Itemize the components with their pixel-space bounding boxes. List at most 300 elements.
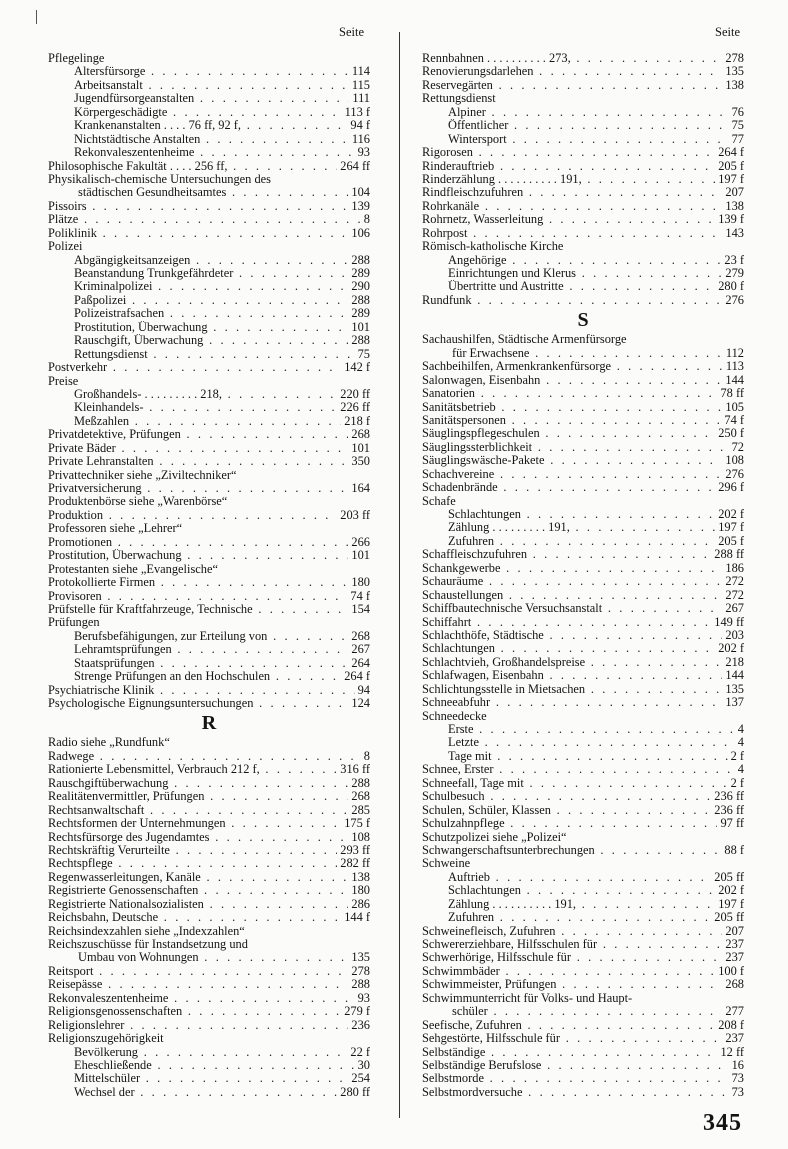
- index-entry-page: 197 f: [715, 898, 744, 911]
- index-entry: [422, 602, 744, 615]
- index-entry-label: Religionsgenossenschaften . . .: [48, 1005, 370, 1018]
- index-entry: [422, 401, 744, 414]
- index-entry-page: 88 f: [721, 844, 744, 857]
- index-entry: [422, 213, 744, 226]
- index-entry: [422, 92, 744, 105]
- index-entry: [422, 427, 744, 440]
- index-entry-label: Physikalisch-chemische Untersuchungen des: [48, 172, 271, 186]
- index-entry: [48, 375, 370, 388]
- index-entry-label: Altersfürsorge . . .: [74, 65, 370, 78]
- index-entry: [422, 481, 744, 494]
- index-entry-page: 101: [348, 321, 370, 334]
- index-entry: [48, 1019, 370, 1032]
- index-entry-label: Meßzahlen . . .: [74, 415, 370, 428]
- index-entry: [422, 710, 744, 723]
- index-entry-page: 207: [722, 186, 744, 199]
- index-entry-label: Private Bäder . . .: [48, 442, 370, 455]
- index-entry: [48, 280, 370, 293]
- index-entry-page: 144 f: [341, 911, 370, 924]
- index-entry-page: 350: [348, 455, 370, 468]
- index-entry: [422, 240, 744, 253]
- index-entry-page: 205 f: [715, 535, 744, 548]
- index-entry: [422, 1086, 744, 1099]
- index-entry-page: 94: [355, 684, 370, 697]
- index-entry-page: 135: [722, 683, 744, 696]
- seite-header-left: Seite: [339, 25, 364, 39]
- index-entry-page: 75: [355, 348, 370, 361]
- index-entry: [48, 763, 370, 776]
- index-entry-label: Reservegärten . . .: [422, 79, 744, 92]
- index-entry-page: 280 f: [715, 280, 744, 293]
- index-entry-label: Schwimmeister, Prüfungen . . .: [422, 978, 744, 991]
- index-entry: [422, 454, 744, 467]
- index-entry-label: Schlachthöfe, Städtische . . .: [422, 629, 744, 642]
- index-entry: [422, 857, 744, 870]
- index-entry-label: Schweinefleisch, Zufuhren . . .: [422, 925, 744, 938]
- index-entry-label: für Erwachsene . . .: [452, 347, 744, 360]
- index-entry-label: Angehörige . . .: [448, 254, 744, 267]
- index-entry: [48, 978, 370, 991]
- index-entry: [48, 495, 370, 508]
- index-entry: [48, 173, 370, 186]
- index-entry-page: 116: [349, 133, 370, 146]
- index-entry-label: Bevölkerung . . .: [74, 1046, 370, 1059]
- index-entry: [422, 495, 744, 508]
- index-entry-page: 124: [348, 697, 370, 710]
- index-entry: [48, 522, 370, 535]
- index-entry-label: Rohrnetz, Wasserleitung . . .: [422, 213, 744, 226]
- index-entry: [422, 133, 744, 146]
- index-entry-page: 4: [735, 763, 744, 776]
- index-entry: [422, 696, 744, 709]
- index-entry-label: Schulbesuch . . .: [422, 790, 744, 803]
- index-entry-label: Zählung . . . . . . . . . 191, . . .: [448, 521, 744, 534]
- index-entry: [422, 884, 744, 897]
- index-entry: [48, 92, 370, 105]
- index-entry-label: Körpergeschädigte . . .: [74, 106, 370, 119]
- index-entry-label: Rettungsdienst . . .: [74, 348, 370, 361]
- index-entry-page: 290: [348, 280, 370, 293]
- index-entry: [48, 388, 370, 401]
- index-entry: [422, 1046, 744, 1059]
- index-entry-label: Rechtsanwaltschaft . . .: [48, 804, 370, 817]
- index-entry: [422, 1059, 744, 1072]
- index-entry: [422, 817, 744, 830]
- index-entry: [422, 777, 744, 790]
- index-entry: [48, 616, 370, 629]
- index-entry: [48, 817, 370, 830]
- index-entry-label: Selbstmordversuche . . .: [422, 1086, 744, 1099]
- index-entry-label: Realitätenvermittler, Prüfungen . . .: [48, 790, 370, 803]
- index-entry-page: 236 ff: [711, 790, 744, 803]
- index-entry: [422, 106, 744, 119]
- index-entry-label: Tage mit . . .: [448, 750, 744, 763]
- index-entry: [48, 1059, 370, 1072]
- index-entry-page: 288: [348, 254, 370, 267]
- column-divider: [399, 32, 400, 1118]
- index-entry: [48, 670, 370, 683]
- index-entry-page: 108: [348, 831, 370, 844]
- index-entry: [48, 509, 370, 522]
- index-entry-page: 138: [722, 200, 744, 213]
- index-entry-label: Schwererziehbare, Hilfsschulen für . . .: [422, 938, 744, 951]
- index-entry: [48, 576, 370, 589]
- index-entry: [48, 321, 370, 334]
- index-entry-label: Rauschgiftüberwachung . . .: [48, 777, 370, 790]
- index-entry-page: 296 f: [715, 481, 744, 494]
- index-entry-label: Schauräume . . .: [422, 575, 744, 588]
- index-entry-page: 94 f: [347, 119, 370, 132]
- index-entry-label: Prostitution, Überwachung . . .: [48, 549, 370, 562]
- index-entry-page: 73: [729, 1086, 744, 1099]
- index-entry-page: 203 ff: [337, 509, 370, 522]
- index-entry: [48, 804, 370, 817]
- index-entry-page: 2 f: [728, 750, 744, 763]
- index-entry-label: Produktion . . .: [48, 509, 370, 522]
- index-entry-page: 74 f: [721, 414, 744, 427]
- index-entry: [48, 684, 370, 697]
- index-entry: [48, 213, 370, 226]
- section-heading: R: [201, 712, 217, 735]
- index-entry-label: Privatversicherung . . .: [48, 482, 370, 495]
- index-entry-label: Erste . . .: [448, 723, 744, 736]
- index-entry: [48, 79, 370, 92]
- index-entry-label: Reichsindexzahlen siehe „Indexzahlen“: [48, 924, 245, 938]
- index-entry-label: Schwangerschaftsunterbrechungen . . .: [422, 844, 744, 857]
- index-entry: [48, 1032, 370, 1045]
- index-entry-label: Rohrkanäle . . .: [422, 200, 744, 213]
- index-entry-label: Sachbeihilfen, Armenkrankenfürsorge . . .: [422, 360, 744, 373]
- index-entry-label: Eheschließende . . .: [74, 1059, 370, 1072]
- page-number: 345: [703, 1110, 742, 1136]
- index-entry: [422, 414, 744, 427]
- index-entry-page: 264: [348, 657, 370, 670]
- index-entry: [422, 763, 744, 776]
- index-entry-label: Polizeistrafsachen . . .: [74, 307, 370, 320]
- seite-header-right: Seite: [715, 25, 740, 39]
- index-entry: [48, 697, 370, 710]
- index-entry-label: Schaustellungen . . .: [422, 589, 744, 602]
- index-entry-label: Öffentlicher . . .: [448, 119, 744, 132]
- index-entry-page: 164: [348, 482, 370, 495]
- index-entry-page: 288: [348, 777, 370, 790]
- index-entry-page: 276: [722, 468, 744, 481]
- index-entry-label: Einrichtungen und Klerus . . .: [448, 267, 744, 280]
- index-entry-label: Krankenanstalten . . . . 76 ff, 92 f, . . .: [74, 119, 370, 132]
- index-entry: [422, 978, 744, 991]
- index-entry-label: Schneedecke: [422, 709, 487, 723]
- index-entry-label: Schachvereine . . .: [422, 468, 744, 481]
- index-entry: [422, 656, 744, 669]
- index-entry: [422, 333, 744, 346]
- index-entry-label: Rundfunk . . .: [422, 294, 744, 307]
- index-entry: [422, 535, 744, 548]
- index-entry-page: 250 f: [715, 427, 744, 440]
- index-entry-page: 277: [722, 1005, 744, 1018]
- index-entry-page: 207: [722, 925, 744, 938]
- index-entry-page: 218 f: [341, 415, 370, 428]
- index-entry-page: 289: [348, 307, 370, 320]
- index-entry: [422, 1032, 744, 1045]
- index-entry-label: Reichszuschüsse für Instandsetzung und: [48, 938, 248, 951]
- index-entry: [48, 133, 370, 146]
- index-entry: [48, 844, 370, 857]
- index-entry: [422, 790, 744, 803]
- index-entry: [48, 1072, 370, 1085]
- index-entry: [422, 173, 744, 186]
- index-entry: [48, 590, 370, 603]
- index-entry-label: Selbstmorde . . .: [422, 1072, 744, 1085]
- index-entry: [48, 750, 370, 763]
- index-entry-label: Prostitution, Überwachung . . .: [74, 321, 370, 334]
- index-entry: [48, 267, 370, 280]
- index-entry: [48, 536, 370, 549]
- index-entry: [422, 750, 744, 763]
- index-entry-page: 113 f: [342, 106, 370, 119]
- index-entry: [48, 563, 370, 576]
- index-entry-page: 12 ff: [717, 1046, 744, 1059]
- index-entry: [422, 280, 744, 293]
- index-entry-label: Rettungsdienst: [422, 92, 496, 106]
- index-entry-label: Beanstandung Trunkgefährdeter . . .: [74, 267, 370, 280]
- index-entry: [48, 52, 370, 65]
- index-entry-label: Schulen, Schüler, Klassen . . .: [422, 804, 744, 817]
- index-entry-label: Lehramtsprüfungen . . .: [74, 643, 370, 656]
- index-entry-page: 30: [355, 1059, 370, 1072]
- index-entry-page: 113: [723, 360, 744, 373]
- index-entry-label: Pflegelinge: [48, 52, 105, 65]
- index-entry-label: Schlachtungen . . .: [422, 642, 744, 655]
- index-entry-page: 237: [722, 938, 744, 951]
- index-entry-page: 197 f: [715, 173, 744, 186]
- index-entry: [48, 160, 370, 173]
- index-entry: [48, 65, 370, 78]
- index-entry-page: 180: [348, 884, 370, 897]
- index-entry-page: 4: [735, 723, 744, 736]
- index-entry-page: 293 ff: [337, 844, 370, 857]
- index-entry: [422, 898, 744, 911]
- index-entry-page: 278: [722, 52, 744, 65]
- index-entry-label: Rauschgift, Überwachung . . .: [74, 334, 370, 347]
- index-entry: [48, 992, 370, 1005]
- index-entry-label: Reichsbahn, Deutsche . . .: [48, 911, 370, 924]
- index-entry-page: 202 f: [715, 642, 744, 655]
- section-heading: S: [577, 309, 589, 332]
- index-entry-label: Kleinhandels- . . .: [74, 401, 370, 414]
- index-entry-label: Psychologische Eignungsuntersuchungen . . .: [48, 697, 370, 710]
- index-entry-page: 205 f: [715, 160, 744, 173]
- index-entry: [48, 361, 370, 374]
- index-entry: [422, 616, 744, 629]
- index-entry-page: 78 ff: [717, 387, 744, 400]
- index-entry: [422, 267, 744, 280]
- index-entry-page: 175 f: [341, 817, 370, 830]
- index-entry: [422, 160, 744, 173]
- index-entry-page: 144: [722, 669, 744, 682]
- index-entry: [422, 360, 744, 373]
- index-entry: [48, 186, 370, 199]
- index-entry-label: Alpiner . . .: [448, 106, 744, 119]
- index-entry-page: 197 f: [715, 521, 744, 534]
- index-entry-page: 144: [722, 374, 744, 387]
- index-entry: [48, 603, 370, 616]
- index-entry-page: 16: [729, 1059, 744, 1072]
- index-entry: [48, 643, 370, 656]
- index-entry-page: 22 f: [347, 1046, 370, 1059]
- index-entry-label: Wintersport . . .: [448, 133, 744, 146]
- index-entry: [422, 951, 744, 964]
- index-entry: [48, 790, 370, 803]
- index-entry-label: Schwimmunterricht für Volks- und Haupt-: [422, 991, 633, 1005]
- index-entry-label: Protokollierte Firmen . . .: [48, 576, 370, 589]
- index-entry: [422, 227, 744, 240]
- index-entry-label: Letzte . . .: [448, 736, 744, 749]
- index-entry: [422, 723, 744, 736]
- index-entry-page: 154: [348, 603, 370, 616]
- index-entry-page: 138: [722, 79, 744, 92]
- index-entry-label: Rechtsfürsorge des Jugendamtes . . .: [48, 831, 370, 844]
- index-entry: [422, 965, 744, 978]
- index-entry: [48, 911, 370, 924]
- index-entry: [422, 521, 744, 534]
- index-entry-page: 267: [722, 602, 744, 615]
- index-entry-page: 266: [348, 536, 370, 549]
- index-entry: [422, 589, 744, 602]
- index-entry-page: 237: [722, 951, 744, 964]
- index-entry-page: 254: [348, 1072, 370, 1085]
- index-entry-label: Religionslehrer . . .: [48, 1019, 370, 1032]
- index-entry-label: Strenge Prüfungen an den Hochschulen . . .: [74, 670, 370, 683]
- index-entry-label: Registrierte Nationalsozialisten . . .: [48, 898, 370, 911]
- index-entry-label: Säuglingspflegeschulen . . .: [422, 427, 744, 440]
- index-entry-label: Nichtstädtische Anstalten . . .: [74, 133, 370, 146]
- index-entry-label: Schadenbrände . . .: [422, 481, 744, 494]
- index-entry-label: Umbau von Wohnungen . . .: [78, 951, 370, 964]
- index-entry-page: 202 f: [715, 884, 744, 897]
- index-entry-label: Professoren siehe „Lehrer“: [48, 522, 183, 536]
- index-entry: [48, 428, 370, 441]
- index-entry: [422, 1072, 744, 1085]
- index-entry-page: 112: [723, 347, 744, 360]
- index-entry: [422, 254, 744, 267]
- index-entry: [48, 925, 370, 938]
- index-entry-label: Produktenbörse siehe „Warenbörse“: [48, 495, 228, 509]
- index-entry-label: Renovierungsdarlehen . . .: [422, 65, 744, 78]
- index-entry-page: 101: [348, 549, 370, 562]
- index-entry-label: Private Lehranstalten . . .: [48, 455, 370, 468]
- index-entry-label: Reisepässe . . .: [48, 978, 370, 991]
- index-entry: [48, 334, 370, 347]
- index-entry-label: Rekonvaleszentenheime . . .: [48, 992, 370, 1005]
- index-entry-label: Sehgestörte, Hilfsschule für . . .: [422, 1032, 744, 1045]
- index-entry-page: 288: [348, 294, 370, 307]
- index-entry: [48, 965, 370, 978]
- index-entry-label: Poliklinik . . .: [48, 227, 370, 240]
- index-entry-page: 279 f: [341, 1005, 370, 1018]
- index-entry-label: Abgängigkeitsanzeigen . . .: [74, 254, 370, 267]
- index-entry-page: 186: [722, 562, 744, 575]
- index-entry-page: 218: [722, 656, 744, 669]
- index-entry-page: 73: [729, 1072, 744, 1085]
- index-entry: [48, 200, 370, 213]
- index-entry-label: Radio siehe „Rundfunk“: [48, 736, 170, 750]
- index-entry-label: Seefische, Zufuhren . . .: [422, 1019, 744, 1032]
- index-entry-page: 139 f: [715, 213, 744, 226]
- index-entry-label: Reitsport . . .: [48, 965, 370, 978]
- index-entry-label: Schwerhörige, Hilfsschule für . . .: [422, 951, 744, 964]
- index-entry: [422, 992, 744, 1005]
- index-entry-label: Berufsbefähigungen, zur Erteilung von . . .: [74, 630, 370, 643]
- index-entry-label: Rekonvaleszentenheime . . .: [74, 146, 370, 159]
- index-entry-label: Schafe: [422, 494, 456, 508]
- index-entry-label: Philosophische Fakultät . . . . 256 ff, . . .: [48, 160, 370, 173]
- index-entry: [422, 911, 744, 924]
- index-entry-page: 135: [722, 65, 744, 78]
- index-entry-label: Plätze . . .: [48, 213, 370, 226]
- index-entry-page: 268: [348, 790, 370, 803]
- index-entry-page: 264 f: [341, 670, 370, 683]
- index-entry-page: 288: [348, 978, 370, 991]
- index-entry: [48, 884, 370, 897]
- index-entry: [422, 736, 744, 749]
- index-entry-label: Sanatorien . . .: [422, 387, 744, 400]
- index-entry: [48, 482, 370, 495]
- index-entry: [422, 575, 744, 588]
- index-entry: [422, 1019, 744, 1032]
- index-entry-page: 114: [349, 65, 370, 78]
- index-entry: [422, 200, 744, 213]
- index-entry-page: 2 f: [728, 777, 744, 790]
- index-entry-label: Rechtskräftig Verurteilte . . .: [48, 844, 370, 857]
- index-entry-label: Prüfstelle für Kraftfahrzeuge, Technische . . .: [48, 603, 370, 616]
- index-entry-page: 77: [729, 133, 744, 146]
- index-entry-label: Schlichtungsstelle in Mietsachen . . .: [422, 683, 744, 696]
- index-entry: [422, 186, 744, 199]
- index-entry: [422, 374, 744, 387]
- index-entry: [48, 777, 370, 790]
- index-entry: [422, 65, 744, 78]
- index-entry-label: Privatdetektive, Prüfungen . . .: [48, 428, 370, 441]
- margin-mark: [36, 10, 37, 24]
- index-entry-page: 236: [348, 1019, 370, 1032]
- index-entry-label: Pissoirs . . .: [48, 200, 370, 213]
- index-entry-page: 286: [348, 898, 370, 911]
- index-entry: [48, 657, 370, 670]
- index-entry-page: 264 f: [715, 146, 744, 159]
- index-entry-page: 108: [722, 454, 744, 467]
- index-entry-page: 203: [722, 629, 744, 642]
- index-entry-label: Kriminalpolizei . . .: [74, 280, 370, 293]
- index-entry-label: Rohrpost . . .: [422, 227, 744, 240]
- index-entry-label: Radwege . . .: [48, 750, 370, 763]
- index-entry: [48, 442, 370, 455]
- index-entry: [422, 804, 744, 817]
- index-entry-page: 205 ff: [711, 911, 744, 924]
- index-entry-page: 202 f: [715, 508, 744, 521]
- index-entry: [422, 669, 744, 682]
- index-entry-page: 104: [348, 186, 370, 199]
- index-entry: [422, 52, 744, 65]
- index-entry-label: Schnee, Erster . . .: [422, 763, 744, 776]
- index-entry-page: 139: [348, 200, 370, 213]
- index-entry-label: Rechtsformen der Unternehmungen . . .: [48, 817, 370, 830]
- index-entry-page: 75: [729, 119, 744, 132]
- index-entry-page: 143: [722, 227, 744, 240]
- index-entry-label: Registrierte Genossenschaften . . .: [48, 884, 370, 897]
- index-entry-label: Mittelschüler . . .: [74, 1072, 370, 1085]
- index-entry-page: 93: [355, 146, 370, 159]
- index-entry-page: 97 ff: [717, 817, 744, 830]
